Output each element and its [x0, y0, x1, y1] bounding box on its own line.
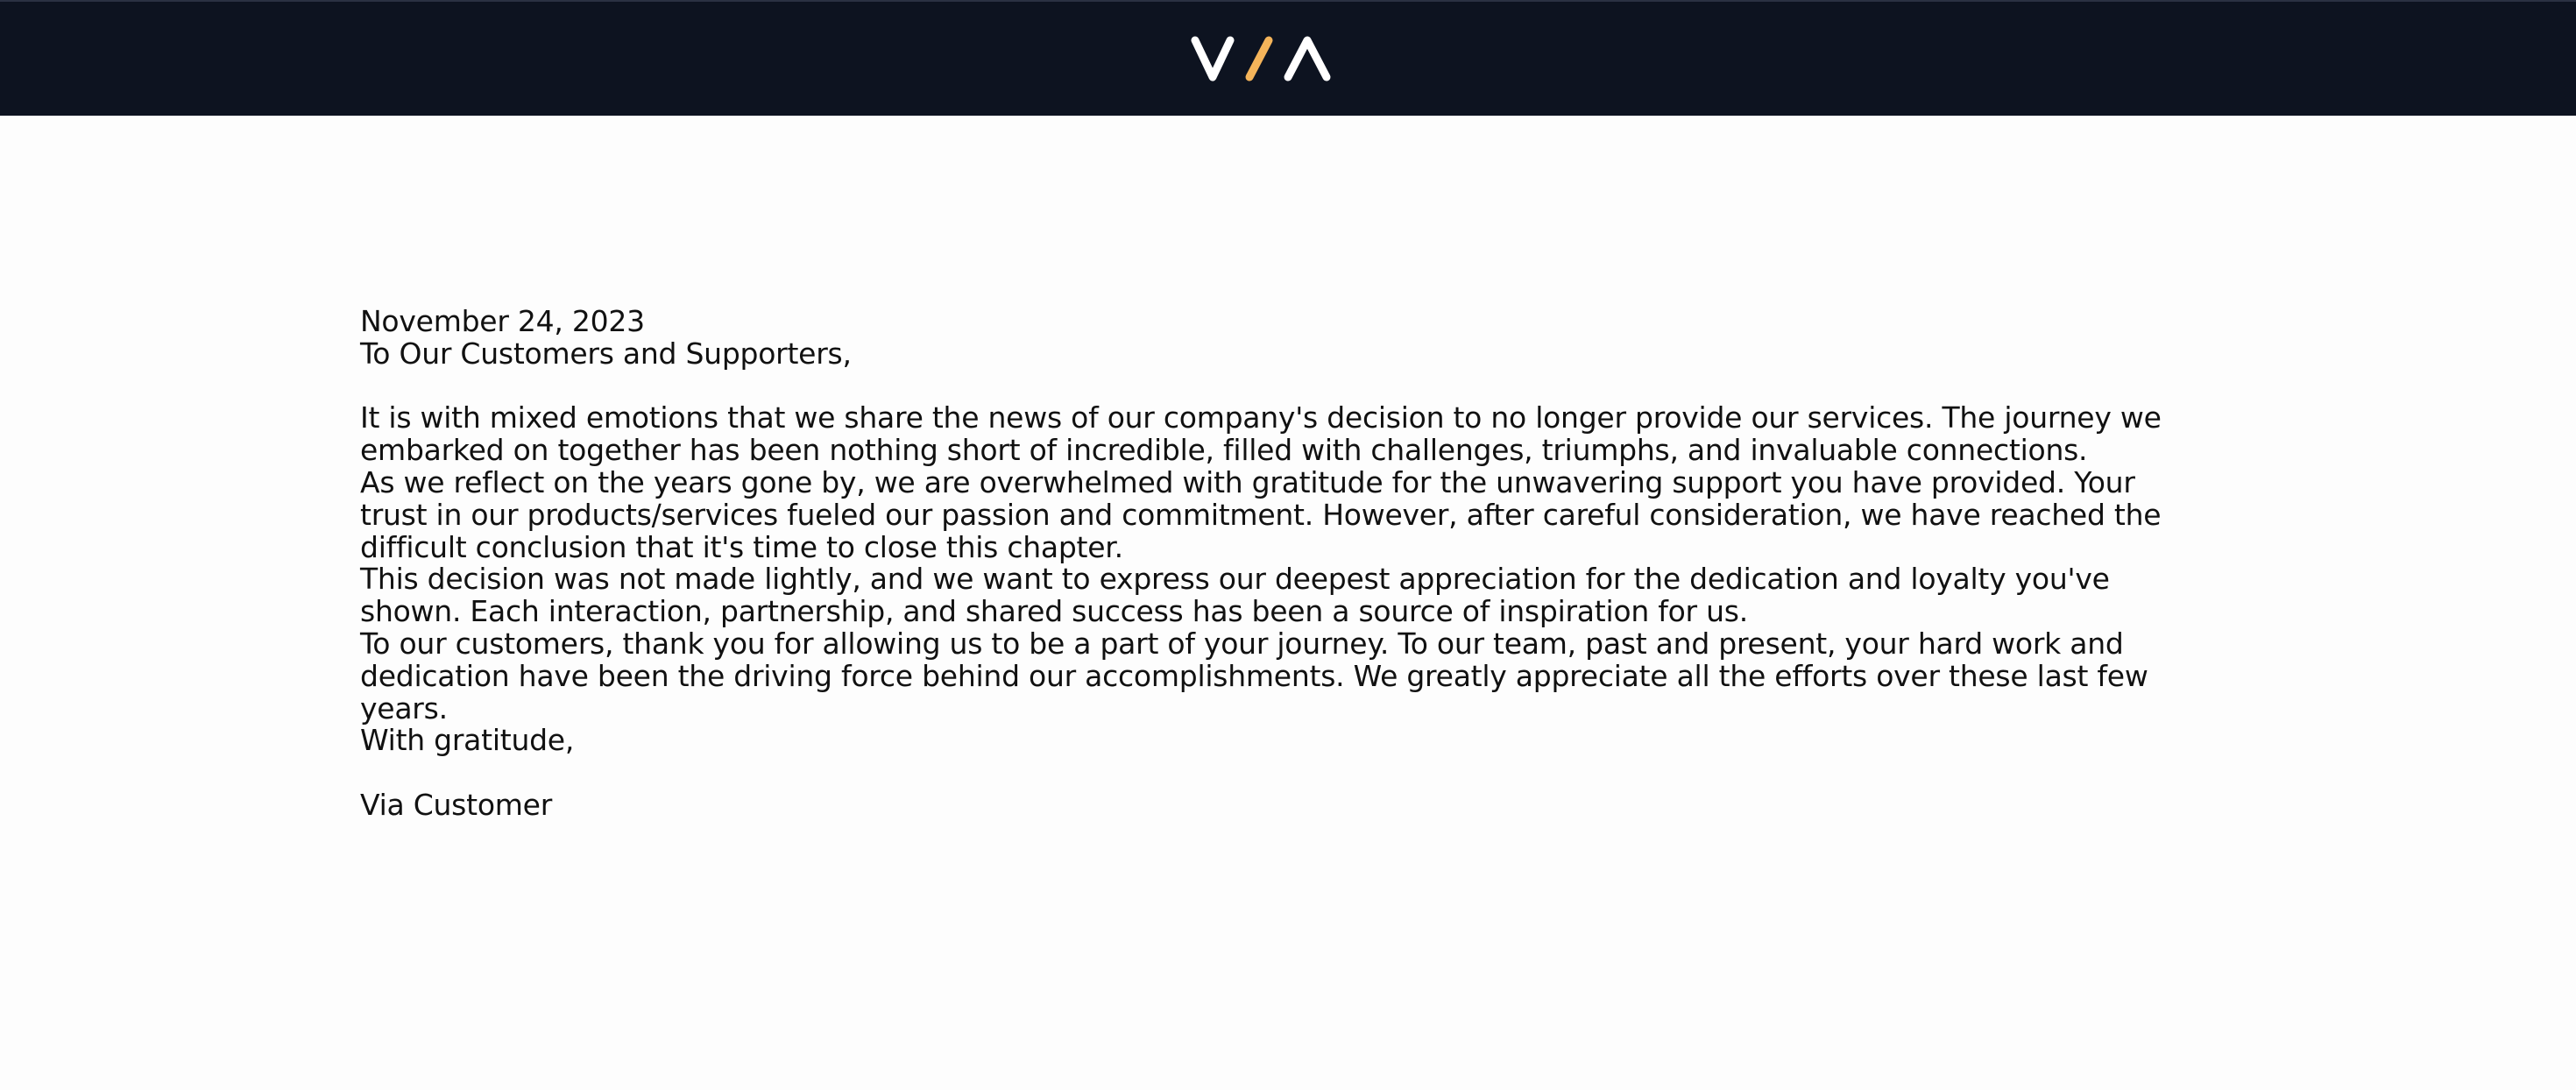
letter-salutation: To Our Customers and Supporters, [360, 336, 852, 371]
announcement-letter [360, 306, 2191, 822]
letter-paragraph-1: It is with mixed emotions that we share the news of our company's decision to no longer provide our services. The journey we embarked on together has been nothing short of incredible, filled with challenges, triumphs, and invaluable connections. [360, 400, 2170, 468]
via-logo-icon [1190, 33, 1334, 86]
salutation-spacer [360, 371, 2191, 403]
letter-paragraph-3: This decision was not made lightly, and we want to express our deepest appreciation for the dedication and loyalty you've shown. Each interaction, partnership, and shared success has been a source of inspiration for us. [360, 562, 2119, 629]
top-header-bar [0, 0, 2576, 116]
letter-paragraph-4: To our customers, thank you for allowing us to be a part of your journey. To our team, past and present, your hard work and dedication have been the driving force behind our accomplishments. We greatly appreciate all the efforts over these last few years. [360, 626, 2157, 725]
letter-date: November 24, 2023 [360, 304, 645, 338]
closing-spacer [360, 757, 2191, 789]
letter-paragraph-2: As we reflect on the years gone by, we are overwhelmed with gratitude for the unwavering support you have provided. Your trust in our products/services fueled our passion and commitment. However, after careful consideration, we have reached the difficult conclusion that it's time to close this chapter. [360, 464, 2170, 564]
letter-signature: Via Customer [360, 787, 553, 822]
letter-closing: With gratitude, [360, 723, 575, 758]
